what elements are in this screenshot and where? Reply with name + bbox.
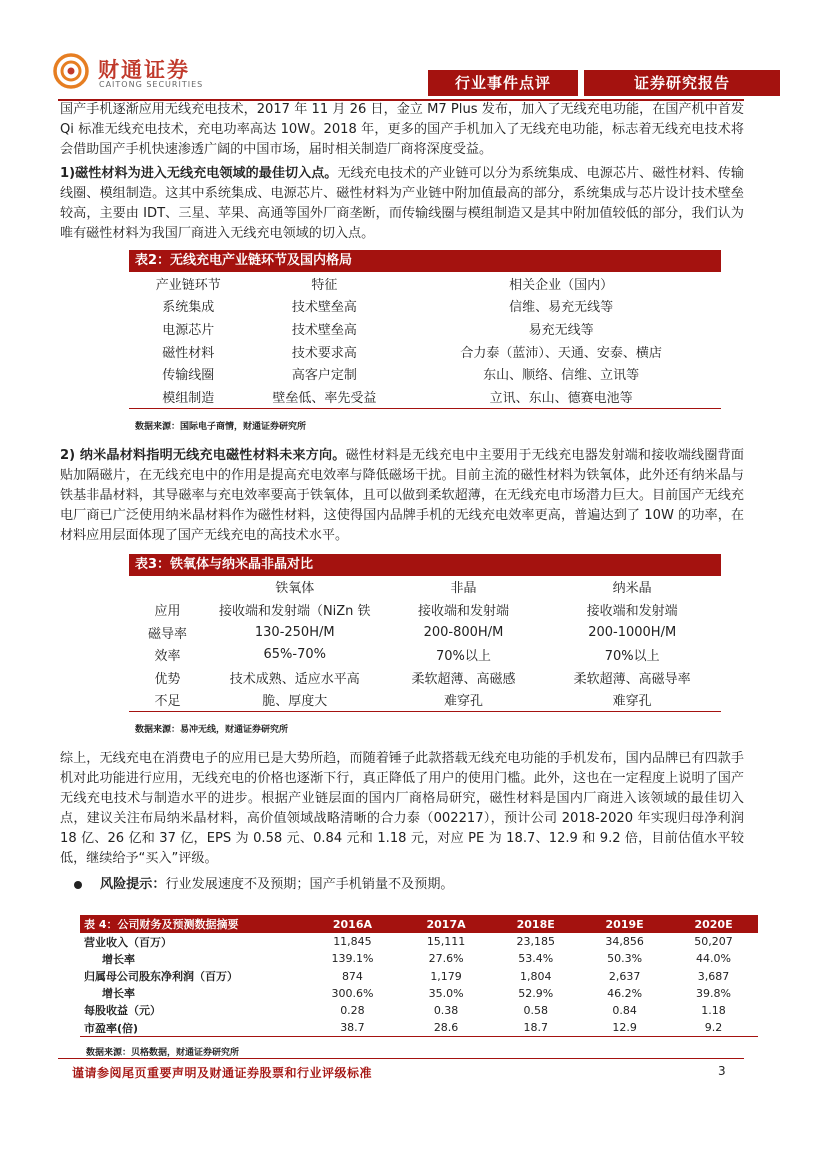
paragraph-text: 无线充电技术的产业链可以分为系统集成、电源芯片、磁性材料、传输线圈、模组制造。这其中系统集成、电源芯片、磁性材料为产业链中附加值最高的部分，系统集成与芯片设计技术壁垒较高，主要由 IDT、三星、苹果、高通等国外厂商垄断，而传输线圈与模组制造又是其中附加值较低的部分，我们认为唯有磁性材料为我国厂商进入无线充电领域的切入点。 [60, 166, 744, 241]
paragraph-heading: 2) 纳米晶材料指明无线充电磁性材料未来方向。 [60, 447, 346, 463]
table-cell: 传输线圈 [162, 368, 215, 384]
bullet-icon [74, 881, 82, 889]
table-row [80, 950, 758, 967]
table-cell: 50.3% [607, 952, 643, 966]
table-cell: 28.6 [401, 1019, 491, 1037]
table-financial-summary [80, 915, 758, 1058]
table-cell: 3,687 [697, 969, 730, 983]
table-row [129, 621, 721, 644]
table-row [80, 933, 758, 950]
year-header: 2018E [491, 915, 580, 933]
table-cell: 1,804 [519, 969, 552, 983]
logo-english-text: CAITONG SECURITIES [99, 80, 204, 89]
table-cell: 技术壁垒高 [291, 322, 357, 338]
table-cell: 效率 [154, 649, 181, 665]
year-header: 2019E [580, 915, 669, 933]
table-cell: 300.6% [331, 986, 374, 1000]
table-title: 表3：铁氧体与纳米晶非晶对比 [129, 554, 721, 576]
table-row [80, 1002, 758, 1019]
table-cell: 139.1% [331, 952, 374, 966]
table-industry-chain [129, 250, 721, 432]
table-cell: 130-250H/M [254, 624, 335, 640]
table-cell: 53.4% [518, 952, 554, 966]
table-cell: 0.84 [612, 1003, 637, 1017]
paragraph-text: 磁性材料是无线充电中主要用于无线充电器发射端和接收端线圈背面贴加隔磁片，在无线充电中的作用是提高充电效率与降低磁场干扰。目前主流的磁性材料为铁氧体，此外还有纳米晶与铁基非晶材料，其导磁率与充电效率要高于铁氧体，且可以做到柔软超薄，在无线充电市场潜力巨大。目前国产无线充电厂商已广泛使用纳米晶材料作为磁性材料，这使得国内品牌手机的无线充电效率更高，普遍达到了 10W 的功率，在材料应用层面体现了国产无线充电的高技术水平。 [60, 447, 745, 543]
table-header-row [129, 576, 721, 599]
table-cell: 0.58 [523, 1003, 548, 1017]
table-cell: 200-800H/M [423, 624, 504, 640]
table-row [129, 362, 721, 385]
table-title: 表 4：公司财务及预测数据摘要 [80, 915, 304, 933]
table-body [129, 272, 721, 409]
table-cell: 11,845 [333, 935, 372, 949]
table-source: 数据来源：国际电子商情，财通证券研究所 [135, 421, 307, 432]
table-cell: 系统集成 [162, 300, 215, 316]
page-number: 3 [718, 1064, 726, 1078]
table-cell: 模组制造 [162, 390, 215, 406]
table-cell: 难穿孔 [443, 694, 483, 710]
table-body [129, 576, 721, 713]
row-label: 增长率 [102, 987, 135, 1001]
table-cell: 1.18 [701, 1003, 726, 1017]
table-header-row [80, 915, 758, 933]
risk-content: 行业发展速度不及预期；国产手机销量不及预期。 [165, 877, 454, 893]
table-cell: 脆、厚度大 [262, 694, 328, 710]
table-header-cell: 铁氧体 [275, 581, 315, 597]
table-source: 数据来源：易冲无线，财通证券研究所 [135, 725, 289, 736]
logo-chinese-text: 财通证券 [98, 58, 190, 82]
risk-label: 风险提示： [100, 877, 166, 893]
logo-emblem-icon [52, 52, 90, 90]
table-cell: 874 [341, 969, 363, 983]
year-header: 2016A [304, 915, 401, 933]
table-cell: 15,111 [426, 935, 466, 949]
table-cell: 易充无线等 [528, 322, 594, 338]
table-row [129, 598, 721, 621]
table-cell: 优势 [154, 671, 181, 687]
row-label: 增长率 [102, 952, 135, 966]
page-header [40, 48, 784, 100]
table-cell: 壁垒低、率先受益 [272, 390, 377, 406]
table-header-cell: 产业链环节 [155, 277, 221, 293]
table-cell: 立讯、东山、德赛电池等 [489, 390, 633, 406]
table-row [129, 689, 721, 712]
table-cell: 磁导率 [147, 626, 187, 642]
table-cell: 50,207 [694, 935, 733, 949]
table-cell: 200-1000H/M [588, 624, 677, 640]
table-cell: 东山、顺络、信维、立讯等 [483, 368, 640, 384]
table-cell: 应用 [154, 603, 181, 619]
table-header-cell: 非晶 [450, 581, 477, 597]
table-title: 表2：无线充电产业链环节及国内格局 [129, 250, 721, 272]
table-cell: 9.2 [669, 1019, 758, 1037]
table-row [80, 985, 758, 1002]
table-row [129, 340, 721, 363]
table-header-row [129, 272, 721, 295]
table-cell: 信维、易充无线等 [509, 300, 614, 316]
row-label: 每股收益（元） [84, 1004, 161, 1018]
table-cell: 磁性材料 [162, 345, 215, 361]
risk-text [100, 875, 454, 895]
year-header: 2020E [669, 915, 758, 933]
table-cell: 39.8% [696, 986, 731, 1000]
table-cell: 38.7 [304, 1019, 401, 1037]
table-cell: 70%以上 [436, 649, 491, 665]
table-cell: 柔软超薄、高磁导率 [573, 671, 691, 687]
paragraph-nanocrystal [60, 446, 744, 546]
table-header-cell: 相关企业（国内） [509, 277, 614, 293]
row-label: 归属母公司股东净利润（百万） [84, 970, 238, 984]
table-source: 数据来源：贝格数据，财通证券研究所 [86, 1048, 240, 1059]
table-row [80, 1019, 758, 1037]
table-header-cell: 纳米晶 [612, 581, 652, 597]
table-cell: 技术成熟、适应水平高 [229, 671, 360, 687]
table-cell: 接收端和发射端 [417, 603, 509, 619]
report-body [60, 100, 744, 1058]
table-cell: 44.0% [696, 952, 731, 966]
table-cell: 18.7 [491, 1019, 580, 1037]
table-row [129, 295, 721, 318]
report-category-tag: 证券研究报告 [584, 70, 780, 96]
table-cell: 合力泰（蓝沛）、天通、安泰、横店 [460, 345, 662, 361]
footer-disclaimer: 谨请参阅尾页重要声明及财通证券股票和行业评级标准 [72, 1066, 373, 1080]
table-cell: 技术壁垒高 [291, 300, 357, 316]
paragraph-magnetic-entry [60, 164, 744, 244]
table-material-comparison [129, 554, 721, 736]
table-row [129, 385, 721, 408]
paragraph-heading: 1)磁性材料为进入无线充电领域的最佳切入点。 [60, 166, 338, 181]
table-row [129, 317, 721, 340]
table-cell: 23,185 [516, 935, 555, 949]
table-header-cell: 特征 [311, 277, 338, 293]
footer-divider [58, 1058, 744, 1059]
table-row [129, 666, 721, 689]
table-cell: 52.9% [518, 986, 554, 1000]
table-cell: 65%-70% [263, 647, 326, 663]
table-cell: 0.28 [340, 1003, 365, 1017]
table-cell: 接收端和发射端 [586, 603, 678, 619]
table-header-cell [129, 576, 206, 599]
row-label: 市盈率(倍) [80, 1019, 304, 1037]
table-cell: 高客户定制 [291, 368, 357, 384]
table-cell: 接收端和发射端（NiZn 铁 [218, 603, 371, 619]
risk-note [74, 875, 744, 895]
table-cell: 46.2% [607, 986, 643, 1000]
table-cell: 2,637 [608, 969, 641, 983]
table-row [80, 968, 758, 985]
table-cell: 不足 [154, 694, 181, 710]
table-cell: 1,179 [430, 969, 462, 983]
table-cell: 技术要求高 [291, 345, 357, 361]
table-cell: 35.0% [428, 986, 464, 1000]
table-cell: 柔软超薄、高磁感 [411, 671, 516, 687]
table-cell: 0.38 [433, 1003, 459, 1017]
year-header: 2017A [401, 915, 491, 933]
table-cell: 34,856 [605, 935, 644, 949]
table-cell: 电源芯片 [162, 322, 215, 338]
row-label: 营业收入（百万） [84, 935, 172, 949]
table-cell: 12.9 [580, 1019, 669, 1037]
paragraph-conclusion: 综上，无线充电在消费电子的应用已是大势所趋，而随着锤子此款搭载无线充电功能的手机发布，国内品牌已有四款手机对此功能进行应用，无线充电的价格也逐渐下行，真正降低了用户的使用门槛。此外，这也在一定程度上说明了国产无线充电技术与制造水平的进步。根据产业链层面的国内厂商格局研究，磁性材料是国内厂商进入该领域的最佳切入点，建议关注布局纳米晶材料，高价值领域战略清晰的合力泰（002217），预计公司 2018-2020 年实现归母净利润 18 亿、26 亿和 37 亿，EPS 为 0.58 元、0.84 元和 1.18 元，对应 PE 为 18.7、12.9 和 9.2 倍，目前估值水平较低，继续给予“买入”评级。 [60, 751, 744, 867]
table-cell: 27.6% [428, 952, 464, 966]
table-row [129, 643, 721, 666]
report-type-tag: 行业事件点评 [428, 70, 578, 96]
company-logo [52, 52, 252, 96]
paragraph-intro: 国产手机逐渐应用无线充电技术，2017 年 11 月 26 日，金立 M7 Plus 发布，加入了无线充电功能，在国产机中首发 Qi 标准无线充电技术，充电功率高达 10W。2018 年，更多的国产手机加入了无线充电功能，标志着无线充电技术将会借助国产手机快速渗透广阔的中国市场，届时相关制造厂商将深度受益。 [60, 102, 744, 157]
table-cell: 70%以上 [604, 649, 660, 665]
table-cell: 难穿孔 [612, 694, 652, 710]
